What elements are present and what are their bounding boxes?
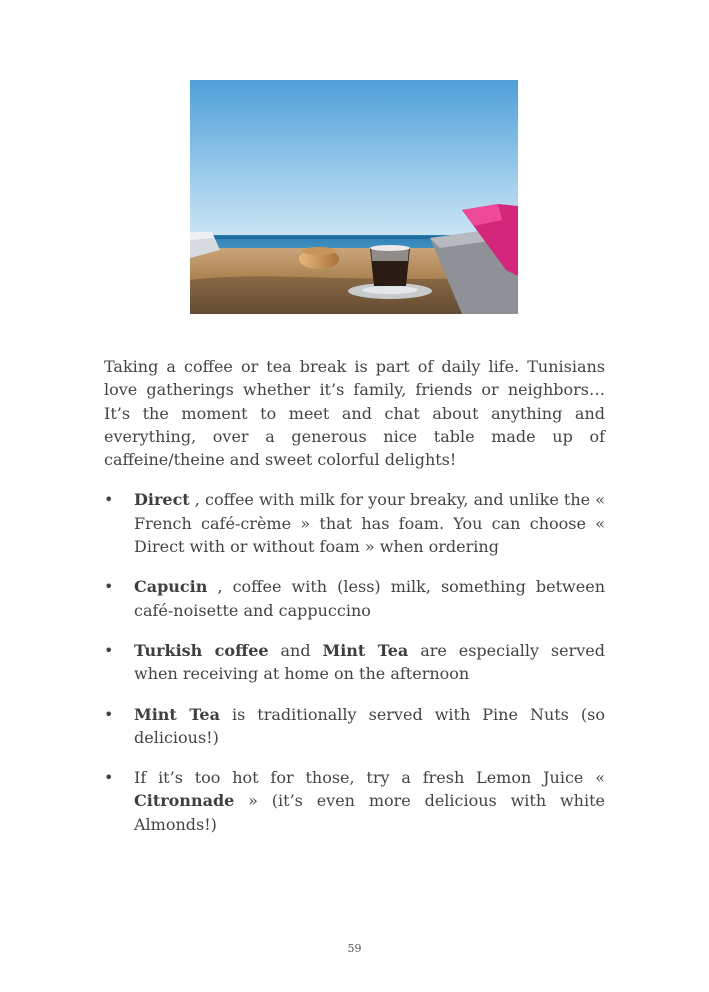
text-run: , coffee with (less) milk, something between café-noisette and cappuccino: [134, 577, 605, 620]
intro-paragraph: Taking a coffee or tea break is part of daily life. Tunisians love gatherings whether it’s family, friends or neighbors… It’s the moment to meet and chat about anything and everything, over a generous nice table made up of caffeine/theine and sweet colorful delights!: [104, 357, 605, 470]
list-item: [104, 639, 605, 686]
text-run: If it’s too hot for those, try a fresh Lemon Juice «: [134, 768, 605, 788]
list-item-text: [134, 577, 605, 619]
list-item: [104, 575, 605, 622]
bold-term: Capucin: [134, 577, 208, 597]
drinks-list: [104, 488, 605, 836]
list-item: [104, 488, 605, 558]
text-run: and: [268, 640, 323, 660]
bullet-icon: •: [104, 490, 114, 510]
bullet-icon: •: [104, 704, 114, 724]
list-item: [104, 703, 605, 750]
text-run: , coffee with milk for your breaky, and unlike the « French café-crème » that has foam. You can choose « Direct with or without foam » when ordering: [134, 490, 605, 557]
bold-term: Mint Tea: [134, 704, 220, 724]
page-number: 59: [347, 942, 362, 955]
bold-term: Direct: [134, 490, 190, 510]
bold-term: Citronnade: [134, 791, 235, 811]
list-item: [104, 766, 605, 836]
list-item-text: [134, 705, 605, 747]
list-item-text: [134, 768, 605, 834]
bold-term: Turkish coffee: [134, 640, 269, 660]
cafe-sea-photo: [190, 80, 518, 314]
text-run: are especially served when receiving at home on the afternoon: [134, 640, 606, 684]
bold-term: Mint Tea: [322, 640, 409, 660]
list-item-text: [134, 490, 605, 556]
text-run: » (it’s even more delicious with white Almonds!): [134, 791, 605, 834]
list-item-text: [134, 641, 605, 683]
bullet-icon: •: [104, 577, 114, 597]
text-run: is traditionally served with Pine Nuts (so delicious!): [134, 704, 606, 747]
bullet-icon: •: [104, 768, 114, 788]
article-body: [104, 355, 605, 853]
bullet-icon: •: [104, 640, 114, 660]
